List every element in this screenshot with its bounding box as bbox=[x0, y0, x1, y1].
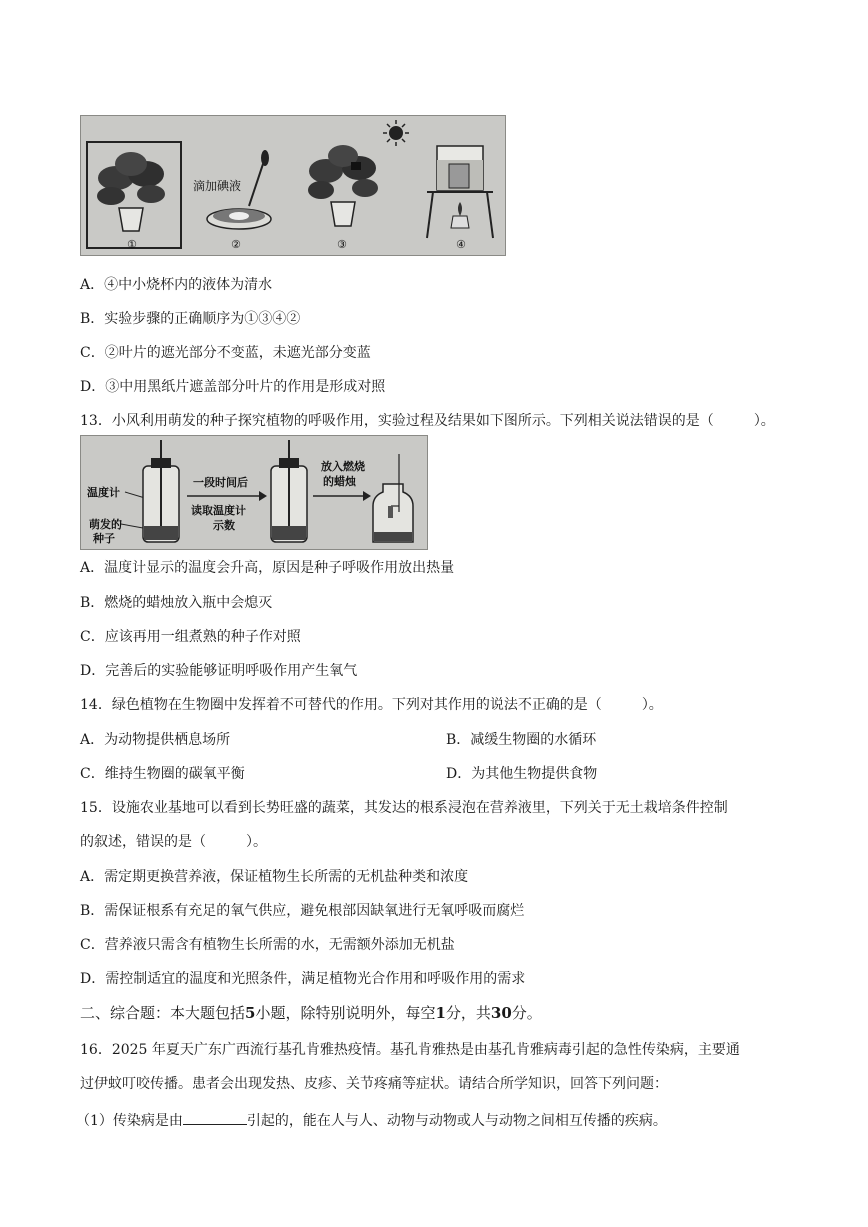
arrow-right-icon bbox=[187, 491, 267, 501]
q14-option-b: B．减缓生物圈的水循环 bbox=[446, 732, 597, 748]
petri-dish-icon bbox=[207, 209, 271, 229]
step-label-3: ③ bbox=[337, 238, 347, 251]
q13-option-c: C．应该再用一组煮熟的种子作对照 bbox=[80, 629, 301, 645]
q12-option-c: C．②叶片的遮光部分不变蓝，未遮光部分变蓝 bbox=[80, 345, 371, 361]
q16-sub1: （1）传染病是由 引起的，能在人与人、动物与动物或人与动物之间相互传播的疾病。 bbox=[76, 1108, 667, 1131]
q12-option-a: A．④中小烧杯内的液体为清水 bbox=[80, 277, 273, 293]
q15-stem-line1: 15．设施农业基地可以看到长势旺盛的蔬菜，其发达的根系浸泡在营养液里，下列关于无土栽培条件控制 bbox=[80, 800, 728, 816]
q14-stem: 14．绿色植物在生物圈中发挥着不可替代的作用。下列对其作用的说法不正确的是（ ）。 bbox=[80, 697, 663, 713]
q16-stem-line1: 16．2025 年夏天广东广西流行基孔肯雅热疫情。基孔肯雅热是由基孔肯雅病毒引起的急性传染病，主要通 bbox=[80, 1042, 740, 1058]
sun-icon bbox=[383, 120, 409, 146]
arrow1-top-label: 一段时间后 bbox=[193, 476, 248, 489]
experiment-figure-q13 bbox=[80, 435, 428, 550]
seeds-label-1: 萌发的 bbox=[89, 518, 122, 531]
arrow1-bottom-label-2: 示数 bbox=[213, 519, 235, 532]
section-2-heading: 二、综合题：本大题包括5小题，除特别说明外，每空1分，共30分。 bbox=[80, 1004, 542, 1022]
q13-stem: 13．小风利用萌发的种子探究植物的呼吸作用，实验过程及结果如下图所示。下列相关说法错误的是（ ）。 bbox=[80, 413, 775, 429]
arrow2-label-2: 的蜡烛 bbox=[323, 475, 356, 488]
q12-option-d: D．③中用黑纸片遮盖部分叶片的作用是形成对照 bbox=[80, 379, 386, 395]
bottle-with-thermometer-2-icon bbox=[271, 440, 307, 542]
q15-option-b: B．需保证根系有充足的氧气供应，避免根部因缺氧进行无氧呼吸而腐烂 bbox=[80, 903, 525, 919]
step-label-1: ① bbox=[127, 238, 137, 251]
bottle-with-candle-icon bbox=[373, 454, 413, 542]
q13-option-d: D．完善后的实验能够证明呼吸作用产生氧气 bbox=[80, 663, 358, 679]
experiment-figure-q12 bbox=[80, 115, 506, 256]
q14-option-a: A．为动物提供栖息场所 bbox=[80, 732, 231, 748]
potted-plant-3-icon bbox=[308, 145, 378, 226]
arrow-right-2-icon bbox=[313, 491, 371, 501]
step-label-4: ④ bbox=[456, 238, 466, 251]
arrow1-bottom-label-1: 读取温度计 bbox=[191, 504, 246, 517]
q14-option-c: C．维持生物圈的碳氧平衡 bbox=[80, 766, 245, 782]
starch-experiment-illustration bbox=[81, 116, 505, 255]
q15-option-c: C．营养液只需含有植物生长所需的水，无需额外添加无机盐 bbox=[80, 937, 455, 953]
step-label-2: ② bbox=[231, 238, 241, 251]
q16-stem-line2: 过伊蚊叮咬传播。患者会出现发热、皮疹、关节疼痛等症状。请结合所学知识，回答下列问题： bbox=[80, 1076, 668, 1092]
q15-stem-line2: 的叙述，错误的是（ ）。 bbox=[80, 834, 267, 850]
seeds-label-2: 种子 bbox=[93, 532, 115, 545]
bottle-with-thermometer-icon bbox=[121, 440, 179, 542]
q12-option-b: B．实验步骤的正确顺序为①③④② bbox=[80, 311, 301, 327]
q15-option-d: D．需控制适宜的温度和光照条件，满足植物光合作用和呼吸作用的需求 bbox=[80, 971, 526, 987]
water-bath-apparatus-icon bbox=[427, 146, 493, 238]
q15-option-a: A．需定期更换营养液，保证植物生长所需的无机盐种类和浓度 bbox=[80, 869, 469, 885]
dropper-label: 滴加碘液 bbox=[193, 179, 242, 193]
arrow2-label-1: 放入燃烧 bbox=[321, 460, 365, 473]
thermometer-label: 温度计 bbox=[87, 486, 120, 499]
dropper-icon bbox=[249, 150, 269, 206]
q14-option-d: D．为其他生物提供食物 bbox=[446, 766, 598, 782]
q13-option-a: A．温度计显示的温度会升高，原因是种子呼吸作用放出热量 bbox=[80, 560, 455, 576]
respiration-experiment-illustration bbox=[81, 436, 427, 549]
q13-option-b: B．燃烧的蜡烛放入瓶中会熄灭 bbox=[80, 595, 273, 611]
potted-plant-1-icon bbox=[97, 152, 165, 231]
answer-blank[interactable] bbox=[183, 1108, 247, 1125]
